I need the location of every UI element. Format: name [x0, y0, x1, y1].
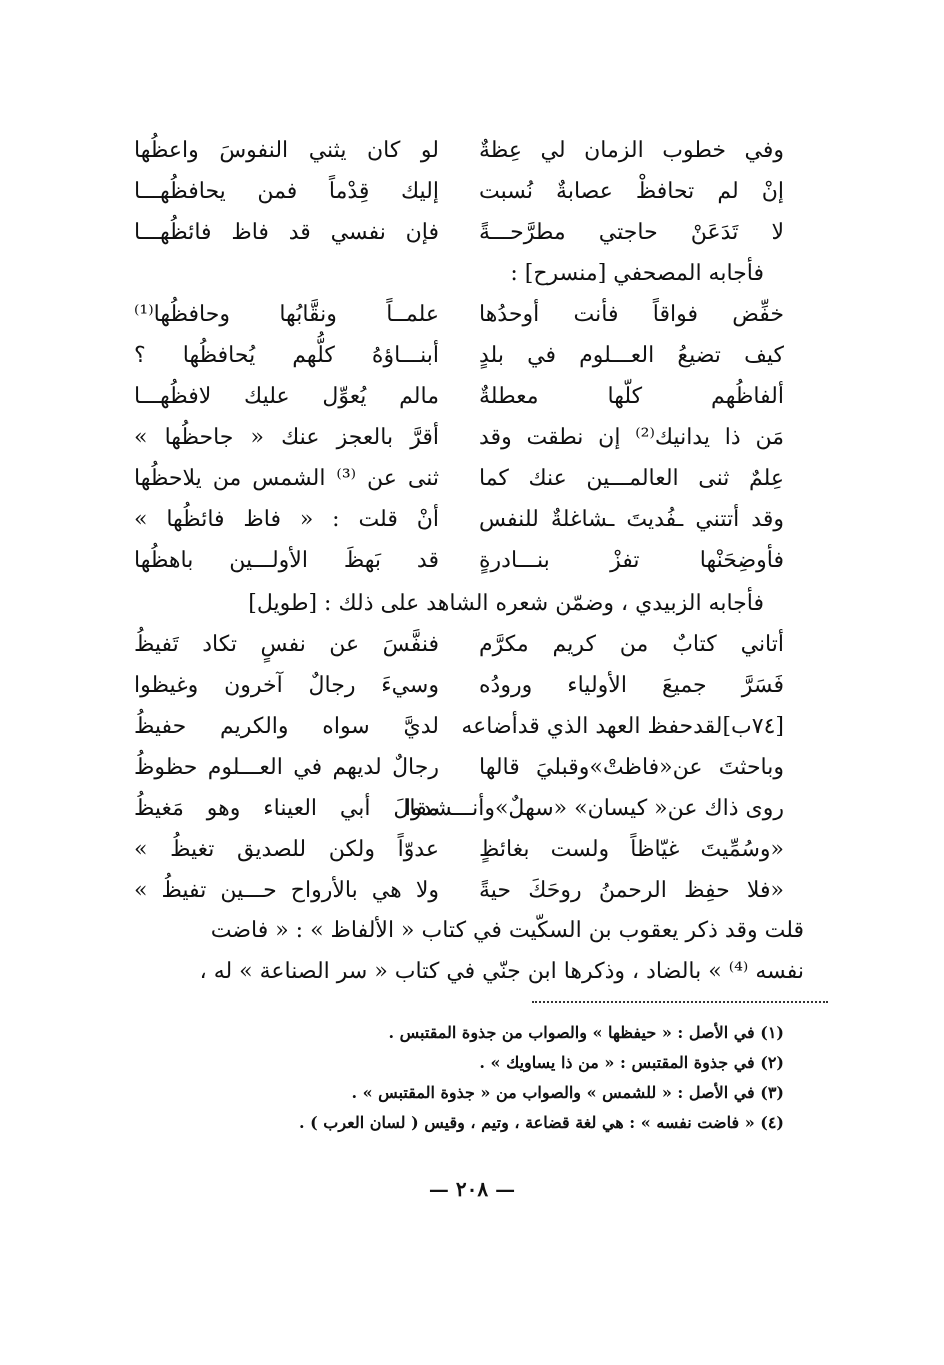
verse-first-hemistich: وقد أتتني ـفُديتَ ـشاغلةٌ للنفس	[479, 507, 784, 532]
verse-first-hemistich: ألفاظُهم كلّها معطلةٌ	[479, 384, 784, 409]
verse-first-hemistich: مَن ذا يدانيك⁽²⁾ إن نطقت وقد	[479, 425, 785, 450]
verse-first-hemistich: كيف تضيعُ العـــلوم في بلدٍ	[479, 343, 784, 368]
verse-first-hemistich: «فلا حفِظ الرحمنُ روحَكَ حيةً	[479, 878, 784, 903]
verse-first-hemistich: وباحثتَ عن«فاظتْ»وقبليَ قالها	[479, 755, 784, 780]
footnote-4: (٤) « فاضت نفسه » : هي لغة قضاعة ، وتيم ، وقيس ( لسان العرب ) .	[298, 1113, 784, 1132]
verse-first-hemistich: وفي خطوب الزمان لي عِظةٌ	[479, 138, 784, 163]
verse-line	[134, 706, 784, 747]
footnote-2: (٢) في جذوة المقتبس : « من ذا يساويك » .	[479, 1053, 784, 1072]
verse-second-hemistich: أنْ قلت : « فاظ فائظُها »	[134, 507, 439, 532]
verse-second-hemistich: وسيءَ رجالٌ آخرون وغيظوا	[134, 673, 439, 698]
verse-line	[134, 499, 784, 540]
verse-line	[134, 870, 784, 911]
footnote-divider	[532, 1001, 828, 1003]
verse-first-hemistich: إنْ لم تحافظْ عصابةٌ نُسبت	[479, 179, 784, 204]
verse-line	[134, 747, 784, 788]
verse-second-hemistich: مقالَ أبي العيناء وهو مَغيظُ	[134, 796, 439, 821]
verse-second-hemistich: قد بَهظَ الأولـــين باهظُها	[134, 548, 439, 573]
verse-second-hemistich: لديَّ سواه والكريم حفيظُ	[134, 714, 439, 739]
verse-second-hemistich: مالم يُعوِّل عليك لافظُهـــا	[134, 384, 439, 409]
verse-line	[134, 335, 784, 376]
verse-first-hemistich: روى ذاك عن« كيسان» «سهلٌ»وأنـــشدوا	[404, 796, 784, 821]
reply-heading-mushafi: فأجابه المصحفي [منسرح] :	[510, 261, 764, 286]
poem-block-1	[134, 130, 784, 253]
reply-heading-zubaydi: فأجابه الزبيدي ، وضمّن شعره الشاهد على ذلك : [طويل]	[248, 591, 764, 616]
verse-line	[134, 376, 784, 417]
verse-line	[134, 829, 784, 870]
verse-line	[134, 458, 784, 499]
page-number: — ٢٠٨ —	[428, 1177, 516, 1201]
verse-line	[134, 624, 784, 665]
poem-block-3	[134, 624, 784, 911]
verse-second-hemistich: فنفَّسَ عن نفسٍ تكاد تَفيظُ	[134, 632, 439, 657]
verse-second-hemistich: عدوّاً ولكن للصديق تغيظُ »	[134, 837, 439, 862]
verse-first-hemistich: خفِّض فواقاً فأنت أوحدُها	[479, 302, 784, 327]
prose-line: قلت وقد ذكر يعقوب بن السكّيت في كتاب « الألفاظ » : « فاضت	[210, 918, 804, 943]
verse-second-hemistich: لو كان يثني النفوسَ واعظُها	[134, 138, 439, 163]
footnote-1: (١) في الأصل : « حيفظها » والصواب من جذوة المقتبس .	[388, 1023, 784, 1042]
verse-second-hemistich: علمــاً ونقَّابُها وحافظُها⁽¹⁾	[134, 302, 439, 327]
verse-line	[134, 294, 784, 335]
verse-line	[134, 171, 784, 212]
footnote-3: (٣) في الأصل : « للشمس » والصواب من « جذوة المقتبس » .	[351, 1083, 784, 1102]
verse-second-hemistich: أبنـــاؤهُ كلُّهم يُحافظُها ؟	[134, 343, 439, 368]
poem-block-2	[134, 294, 784, 581]
verse-first-hemistich: عِلمٌ ثنى العالمـــين عنك كما	[479, 466, 784, 491]
verse-line	[134, 540, 784, 581]
verse-first-hemistich: لا تَدَعَنْ حاجتي مطرَّحـــةً	[479, 220, 784, 245]
verse-second-hemistich: أقرَّ بالعجز عنك « جاحظُها »	[134, 425, 439, 450]
verse-first-hemistich: «وسُمِّيتَ غيّاظاً ولست بغائظٍ	[479, 837, 784, 862]
verse-line	[134, 130, 784, 171]
verse-second-hemistich: رجالٌ لديهم في العـــلوم حظوظُ	[134, 755, 439, 780]
verse-second-hemistich: فإن نفسي قد فاظ فائظُهـــا	[134, 220, 439, 245]
verse-line	[134, 665, 784, 706]
verse-line	[134, 212, 784, 253]
verse-line	[134, 417, 784, 458]
prose-line: نفسه ⁽⁴⁾ » بالضاد ، وذكرها ابن جنّي في كتاب « سر الصناعة » له ،	[199, 959, 804, 984]
verse-first-hemistich: أتاني كتابٌ من كريم مكرَّم	[479, 632, 784, 657]
verse-line	[134, 788, 784, 829]
verse-first-hemistich: فَسَرَّ جميعَ الأولياء ورودُه	[479, 673, 784, 698]
verse-first-hemistich: [٧٤ب]لقدحفظ العهد الذي قدأضاعه	[461, 714, 784, 739]
verse-second-hemistich: ولا هي بالأرواح حـــين تفيظُ »	[134, 878, 439, 903]
verse-second-hemistich: ثنى عن ⁽³⁾ الشمس من يلاحظُها	[134, 466, 439, 491]
verse-second-hemistich: إليك قِدْماً فمن يحافظُهـــا	[134, 179, 439, 204]
verse-first-hemistich: فأوضِحَنْها تفزْ بنـــادرةٍ	[479, 548, 784, 573]
footnotes	[144, 1018, 784, 1138]
